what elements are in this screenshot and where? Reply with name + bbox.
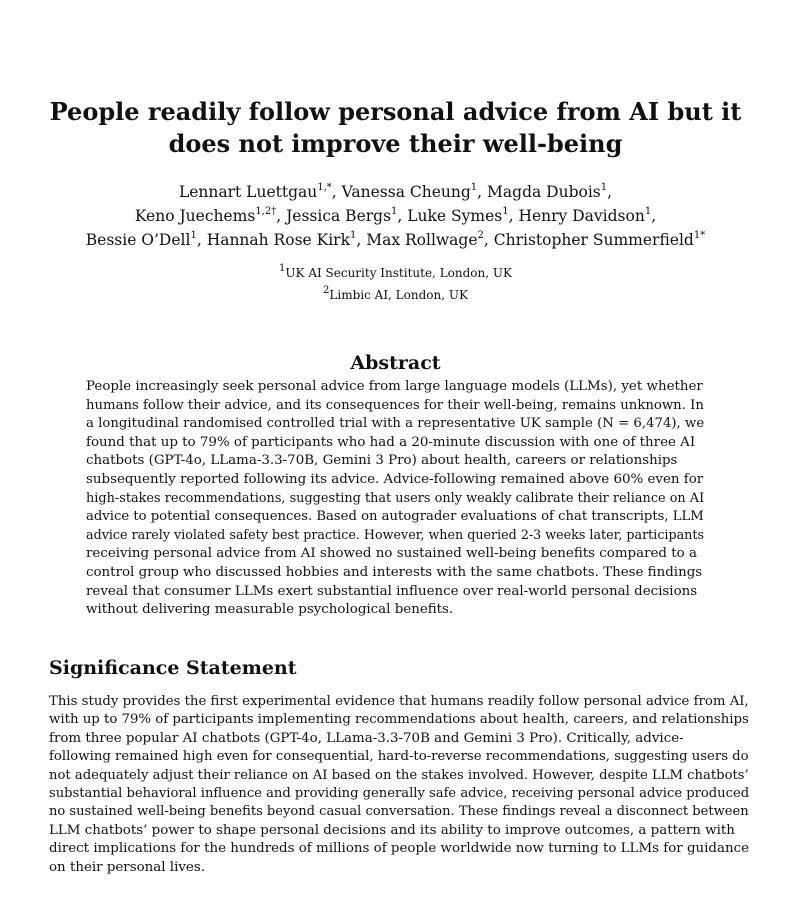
paper-title [40,96,751,160]
affiliation-1 [40,262,751,284]
significance-line: no sustained well-being benefits beyond casual conversation. These findings reveal a disconnect between [49,804,749,820]
significance-line: on their personal lives. [49,859,205,875]
author-affiliation-mark: 1* [693,229,706,241]
author-affiliation-mark: 1 [349,229,357,241]
affiliation-text: Limbic AI, London, UK [329,288,468,302]
author-separator: , [397,207,408,225]
significance-line: substantial behavioral influence and providing generally safe advice, receiving personal advice produced [49,786,750,802]
author-separator: , [331,183,342,201]
author-list [40,180,751,252]
abstract-line: reveal that consumer LLMs exert substantial influence over real-world personal decisions [86,583,698,599]
author-affiliation-mark: 1 [502,205,509,217]
abstract-line: without delivering measurable psychological benefits. [86,602,454,618]
author-separator: , [477,183,488,201]
significance-heading: Significance Statement [49,657,297,679]
author-separator: , [651,207,657,225]
author-name: Christopher Summerfield [493,231,694,249]
significance-line: not adequately adjust their reliance on AI based on the stakes involved. However, despite LLM chatbots’ [49,767,749,783]
affiliation-mark: 1 [279,263,286,274]
author-line-1 [40,180,751,204]
author-name: Vanessa Cheung [341,183,471,201]
author-separator: , [607,183,613,201]
author-affiliation-mark: 1 [190,229,197,241]
author-name: Magda Dubois [487,183,601,201]
author-name: Jessica Bergs [286,207,392,225]
author-name: Lennart Luettgau [178,183,318,201]
author-separator: , [508,207,519,225]
significance-line: following remained high even for consequential, hard-to-reverse recommendations, suggesting users do [49,749,749,765]
abstract-line: advice rarely violated safety best practice. However, when queried 2-3 weeks later, participants [86,527,704,543]
author-affiliation-mark: 1,* [317,181,332,193]
author-name: Keno Juechems [134,207,256,225]
author-separator: , [356,231,367,249]
title-line-1: People readily follow personal advice from AI but it [49,97,742,126]
affiliation-2 [40,284,751,306]
abstract-line: subsequently reported following its advice. Advice-following remained above 60% even for [86,471,704,487]
abstract-line: advice to potential consequences. Based on autograder evaluations of chat transcripts, LLM [86,509,704,525]
author-affiliation-mark: 1 [470,181,478,193]
abstract-heading: Abstract [350,352,441,374]
title-line-2: does not improve their well-being [168,129,623,158]
significance-line: This study provides the first experimental evidence that humans readily follow personal advice from AI, [49,694,749,709]
author-affiliation-mark: 1,2† [255,205,277,217]
author-line-3 [40,228,751,252]
author-affiliation-mark: 1 [391,205,398,217]
author-name: Luke Symes [407,207,503,225]
significance-line: from three popular AI chatbots (GPT-4o, LLama-3.3-70B and Gemini 3 Pro). Critically, advice- [49,730,684,746]
abstract-line: chatbots (GPT-4o, LLama-3.3-70B, Gemini 3 Pro) about health, careers or relationships [86,453,678,469]
author-line-2 [40,204,751,228]
abstract-line: control group who discussed hobbies and interests with the same chatbots. These findings [86,564,703,580]
author-name: Henry Davidson [518,207,645,225]
significance-body [49,693,749,877]
author-separator: , [196,231,207,249]
author-name: Max Rollwage [366,231,478,249]
author-separator: , [276,207,287,225]
abstract-line: found that up to 79% of participants who had a 20-minute discussion with one of three AI [86,434,696,450]
affiliation-list [40,262,751,306]
abstract-line: high-stakes recommendations, suggesting that users only weakly calibrate their reliance on AI [86,490,705,506]
author-affiliation-mark: 2 [477,229,484,241]
abstract-line: a longitudinal randomised controlled trial with a representative UK sample (N = 6,474), we [86,416,705,432]
author-name: Hannah Rose Kirk [206,231,350,249]
affiliation-mark: 2 [323,285,330,296]
author-separator: , [483,231,494,249]
significance-line: with up to 79% of participants implementing recommendations about health, careers, and relationships [49,712,749,728]
abstract-line: receiving personal advice from AI showed no sustained well-being benefits compared to a [86,546,697,562]
author-affiliation-mark: 1 [644,205,652,217]
abstract-line: People increasingly seek personal advice from large language models (LLMs), yet whether [86,379,703,394]
abstract-line: humans follow their advice, and its consequences for their well-being, remains unknown. In [86,397,704,413]
significance-line: direct implications for the hundreds of millions of people worldwide now turning to LLMs for guidance [49,841,750,857]
abstract-body [86,378,704,620]
author-name: Bessie O’Dell [85,231,191,249]
affiliation-text: UK AI Security Institute, London, UK [285,266,512,280]
significance-line: LLM chatbots’ power to shape personal decisions and its ability to improve outcomes, a pattern with [49,822,735,838]
author-affiliation-mark: 1 [600,181,608,193]
